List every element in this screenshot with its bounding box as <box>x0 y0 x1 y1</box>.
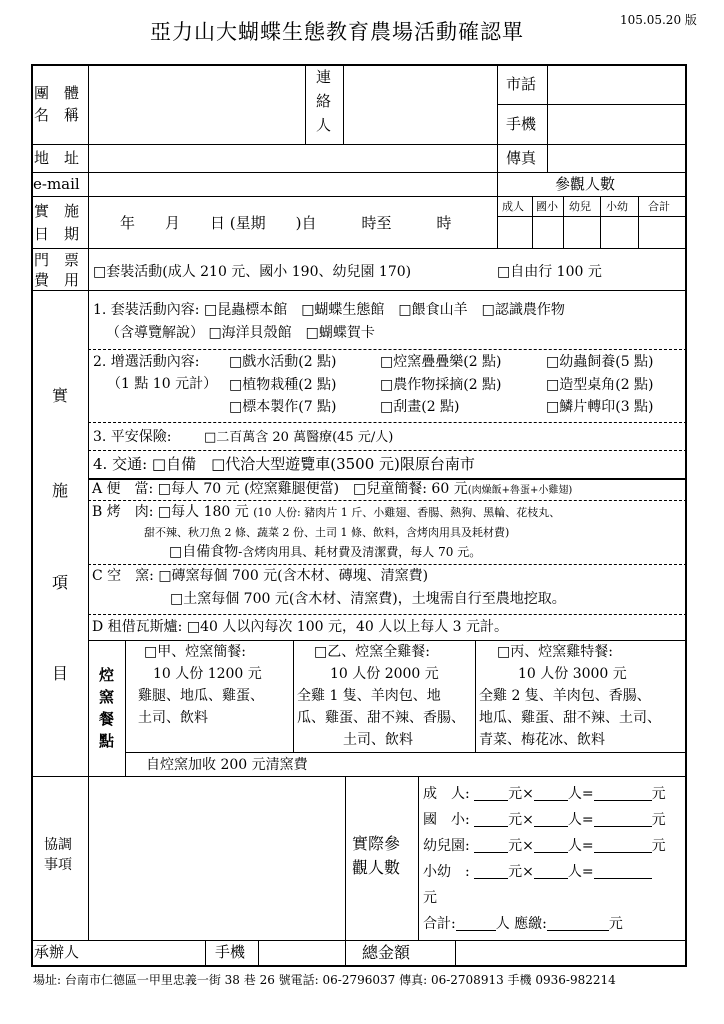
calc-adult-label: 成 人: <box>423 786 470 802</box>
coord-label-2: 事項 <box>44 857 72 873</box>
contact-label-2: 絡 <box>316 92 332 110</box>
calc-yuan: 元 <box>508 864 523 880</box>
meal-label-1: 焢 <box>99 666 115 684</box>
col-total: 合計 <box>648 200 670 213</box>
calc-small-label: 小幼 : <box>423 864 470 880</box>
fee-label-1: 門 票 <box>34 251 80 269</box>
opt-table-corner[interactable]: □造型桌角(2 點) <box>546 377 654 393</box>
meal-c-line2: 地瓜、雞蛋、甜不辣、土司、 <box>479 710 661 726</box>
meal-b-title[interactable]: □乙、焢窯全雞餐: <box>314 644 430 660</box>
col-adult: 成人 <box>502 200 524 213</box>
opt-larva[interactable]: □幼蟲飼養(5 點) <box>546 354 654 370</box>
col-small: 小幼 <box>606 200 628 213</box>
self-food-note: -含烤肉用具、耗材費及清潔費，每人 70 元。 <box>238 545 482 559</box>
total-amount-label: 總金額 <box>362 943 411 962</box>
total-amount-field[interactable] <box>457 942 685 965</box>
meal-label-4: 點 <box>99 732 115 750</box>
version-label: 105.05.20 版 <box>620 13 697 27</box>
opt-harvest[interactable]: □農作物採摘(2 點) <box>380 377 502 393</box>
meal-b-line2: 瓜、雞蛋、甜不辣、香腸、 <box>297 710 465 726</box>
meal-c-line3: 青菜、梅花冰、飲料 <box>479 732 605 748</box>
bbq-option[interactable] <box>92 505 560 519</box>
self-food-main: □自備食物 <box>169 544 239 560</box>
meal-b-line3: 土司、飲料 <box>343 732 413 748</box>
contact-field[interactable] <box>345 66 495 142</box>
email-label: e-mail <box>33 175 80 193</box>
meal-a-title[interactable]: □甲、焢窯簡餐: <box>144 644 246 660</box>
section-label-1: 實 <box>52 386 69 405</box>
opt-scale-print[interactable]: □鱗片轉印(3 點) <box>546 399 654 415</box>
calc-ren: 人= <box>567 838 594 854</box>
meal-label-3: 餐 <box>99 710 115 728</box>
date-time-text[interactable]: 年 月 日 (星期 )自 時至 時 <box>120 214 452 232</box>
calc-ren: 人= <box>567 864 594 880</box>
calc-yuan: 元 <box>508 786 523 802</box>
handler-mobile-field[interactable] <box>260 942 343 965</box>
opt-planting[interactable]: □植物栽種(2 點) <box>229 377 337 393</box>
section-label-4: 目 <box>52 664 69 683</box>
phone-label: 市話 <box>506 75 537 93</box>
handler-mobile-label: 手機 <box>215 943 246 961</box>
phone-field[interactable] <box>549 66 685 103</box>
calc-elem-row[interactable] <box>423 813 666 827</box>
contact-label-3: 人 <box>316 116 332 134</box>
meal-c-price: 10 人份 3000 元 <box>518 666 627 682</box>
calc-kinder-row[interactable] <box>423 839 666 853</box>
calc-yuan: 元 <box>651 812 666 828</box>
coordination-notes-field[interactable] <box>90 778 343 938</box>
lunch-box-options[interactable] <box>92 482 572 496</box>
meal-c-line1: 全雞 2 隻、羊肉包、香腸、 <box>479 688 651 704</box>
contact-label-1: 連 <box>316 68 332 86</box>
opt-specimen[interactable]: □標本製作(7 點) <box>229 399 337 415</box>
calc-times: × <box>522 864 534 880</box>
gas-stove-rental[interactable]: D 租借瓦斯爐: □40 人以內每次 100 元，40 人以上每人 3 元計。 <box>92 619 509 635</box>
calc-yuan: 元 <box>508 838 523 854</box>
group-name-field[interactable] <box>90 66 303 142</box>
visitor-count-label: 參觀人數 <box>555 175 616 193</box>
meal-c-title[interactable]: □丙、焢窯雞特餐: <box>497 644 613 660</box>
empty-kiln-line2[interactable]: □土窯每個 700 元(含木材、清窯費)，土塊需自行至農地挖取。 <box>170 591 566 607</box>
calc-kinder-label: 幼兒園: <box>423 838 470 854</box>
handler-field[interactable] <box>90 942 203 965</box>
package-items-line1[interactable]: 1. 套裝活動內容: □昆蟲標本館 □蝴蝶生態館 □餵食山羊 □認識農作物 <box>93 302 565 318</box>
calc-adult-row[interactable] <box>423 787 666 801</box>
calc-due-label: 應繳: <box>514 916 547 932</box>
calc-ren-plain: 人 <box>495 916 510 932</box>
bbq-note-2: 甜不辣、秋刀魚 2 條、蔬菜 2 份、土司 1 條、飲料，含烤肉用具及耗材費) <box>144 526 510 539</box>
mobile-label: 手機 <box>506 115 537 133</box>
calc-yuan: 元 <box>651 838 666 854</box>
actual-visitors-label-1: 實際參 <box>352 834 401 853</box>
bbq-main: B 烤 肉: □每人 180 元 <box>92 504 249 520</box>
group-name-label-2: 名 稱 <box>34 106 80 124</box>
calc-times: × <box>522 786 534 802</box>
fax-field[interactable] <box>549 146 685 171</box>
col-elementary: 國小 <box>536 200 558 213</box>
calc-total-row[interactable] <box>423 917 623 931</box>
package-option[interactable]: □套裝活動(成人 210 元、國小 190、幼兒園 170) <box>93 264 412 280</box>
bbq-note-1: (10 人份: 豬肉片 1 斤、小雞翅、香腸、熱狗、黑輪、花枝丸、 <box>253 506 561 519</box>
meal-a-line2: 土司、飲料 <box>138 710 208 726</box>
calc-times: × <box>522 838 534 854</box>
lunch-box-main: A 便 當: □每人 70 元 (焢窯雞腿便當) □兒童簡餐: 60 元 <box>92 481 468 497</box>
optional-activities-label: 2. 增選活動內容: <box>93 354 200 370</box>
opt-kiln-stack[interactable]: □焢窯疊疊樂(2 點) <box>380 354 502 370</box>
calc-ren: 人= <box>567 786 594 802</box>
address-label: 地 址 <box>34 149 80 167</box>
date-label-2: 日 期 <box>34 225 80 243</box>
email-field[interactable] <box>90 174 495 195</box>
section-label-2: 施 <box>52 481 69 500</box>
kids-meal-note: (肉燥飯+魯蛋+小雞翅) <box>467 485 573 496</box>
opt-water[interactable]: □戲水活動(2 點) <box>229 354 337 370</box>
calc-yuan: 元 <box>608 916 623 932</box>
coord-label-1: 協調 <box>44 837 72 853</box>
kiln-clean-fee: 自焢窯加收 200 元清窯費 <box>146 757 308 773</box>
opt-scratch-art[interactable]: □刮畫(2 點) <box>380 399 460 415</box>
meal-b-price: 10 人份 2000 元 <box>330 666 439 682</box>
date-label-1: 實 施 <box>34 202 80 220</box>
footer-contact: 場址: 台南市仁德區一甲里忠義一街 38 巷 26 號電話: 06-2796037 傳真: 06-2708913 手機 0936-982214 <box>33 973 616 987</box>
address-field[interactable] <box>90 146 495 171</box>
meal-a-line1: 雞腿、地瓜、雞蛋、 <box>138 688 264 704</box>
optional-activities-note: （1 點 10 元計） <box>107 376 218 392</box>
calc-ren: 人= <box>567 812 594 828</box>
calc-yuan: 元 <box>651 786 666 802</box>
self-food-option[interactable] <box>169 545 481 559</box>
fee-label-2: 費 用 <box>34 271 80 289</box>
calc-yuan: 元 <box>508 812 523 828</box>
mobile-field[interactable] <box>549 106 685 143</box>
meal-b-line1: 全雞 1 隻、羊肉包、地 <box>297 688 441 704</box>
empty-kiln-line1[interactable]: C 空 窯: □磚窯每個 700 元(含木材、磚塊、清窯費) <box>92 568 429 584</box>
transport-options[interactable]: 4. 交通: □自備 □代洽大型遊覽車(3500 元)限原台南市 <box>93 455 475 473</box>
meal-a-price: 10 人份 1200 元 <box>153 666 262 682</box>
actual-visitors-label-2: 觀人數 <box>352 858 401 877</box>
fax-label: 傳真 <box>506 149 537 167</box>
handler-label: 承辦人 <box>34 943 80 961</box>
form-title: 亞力山大蝴蝶生態教育農場活動確認單 <box>150 20 524 44</box>
calc-small-yuan: 元 <box>423 890 437 906</box>
meal-label-2: 窯 <box>99 688 115 706</box>
calc-elem-label: 國 小: <box>423 812 470 828</box>
insurance-label: 3. 平安保險: <box>93 429 172 445</box>
insurance-option[interactable]: □二百萬含 20 萬醫療(45 元/人) <box>204 430 394 445</box>
calc-small-row[interactable] <box>423 865 652 879</box>
group-name-label: 團 體 <box>34 84 80 102</box>
free-option[interactable]: □自由行 100 元 <box>497 264 602 280</box>
col-kinder: 幼兒 <box>569 200 591 213</box>
calc-total-label: 合計: <box>423 916 456 932</box>
section-label-3: 項 <box>52 573 69 592</box>
calc-times: × <box>522 812 534 828</box>
package-items-line2[interactable]: （含導覽解說） □海洋貝殼館 □蝴蝶賀卡 <box>106 325 375 341</box>
